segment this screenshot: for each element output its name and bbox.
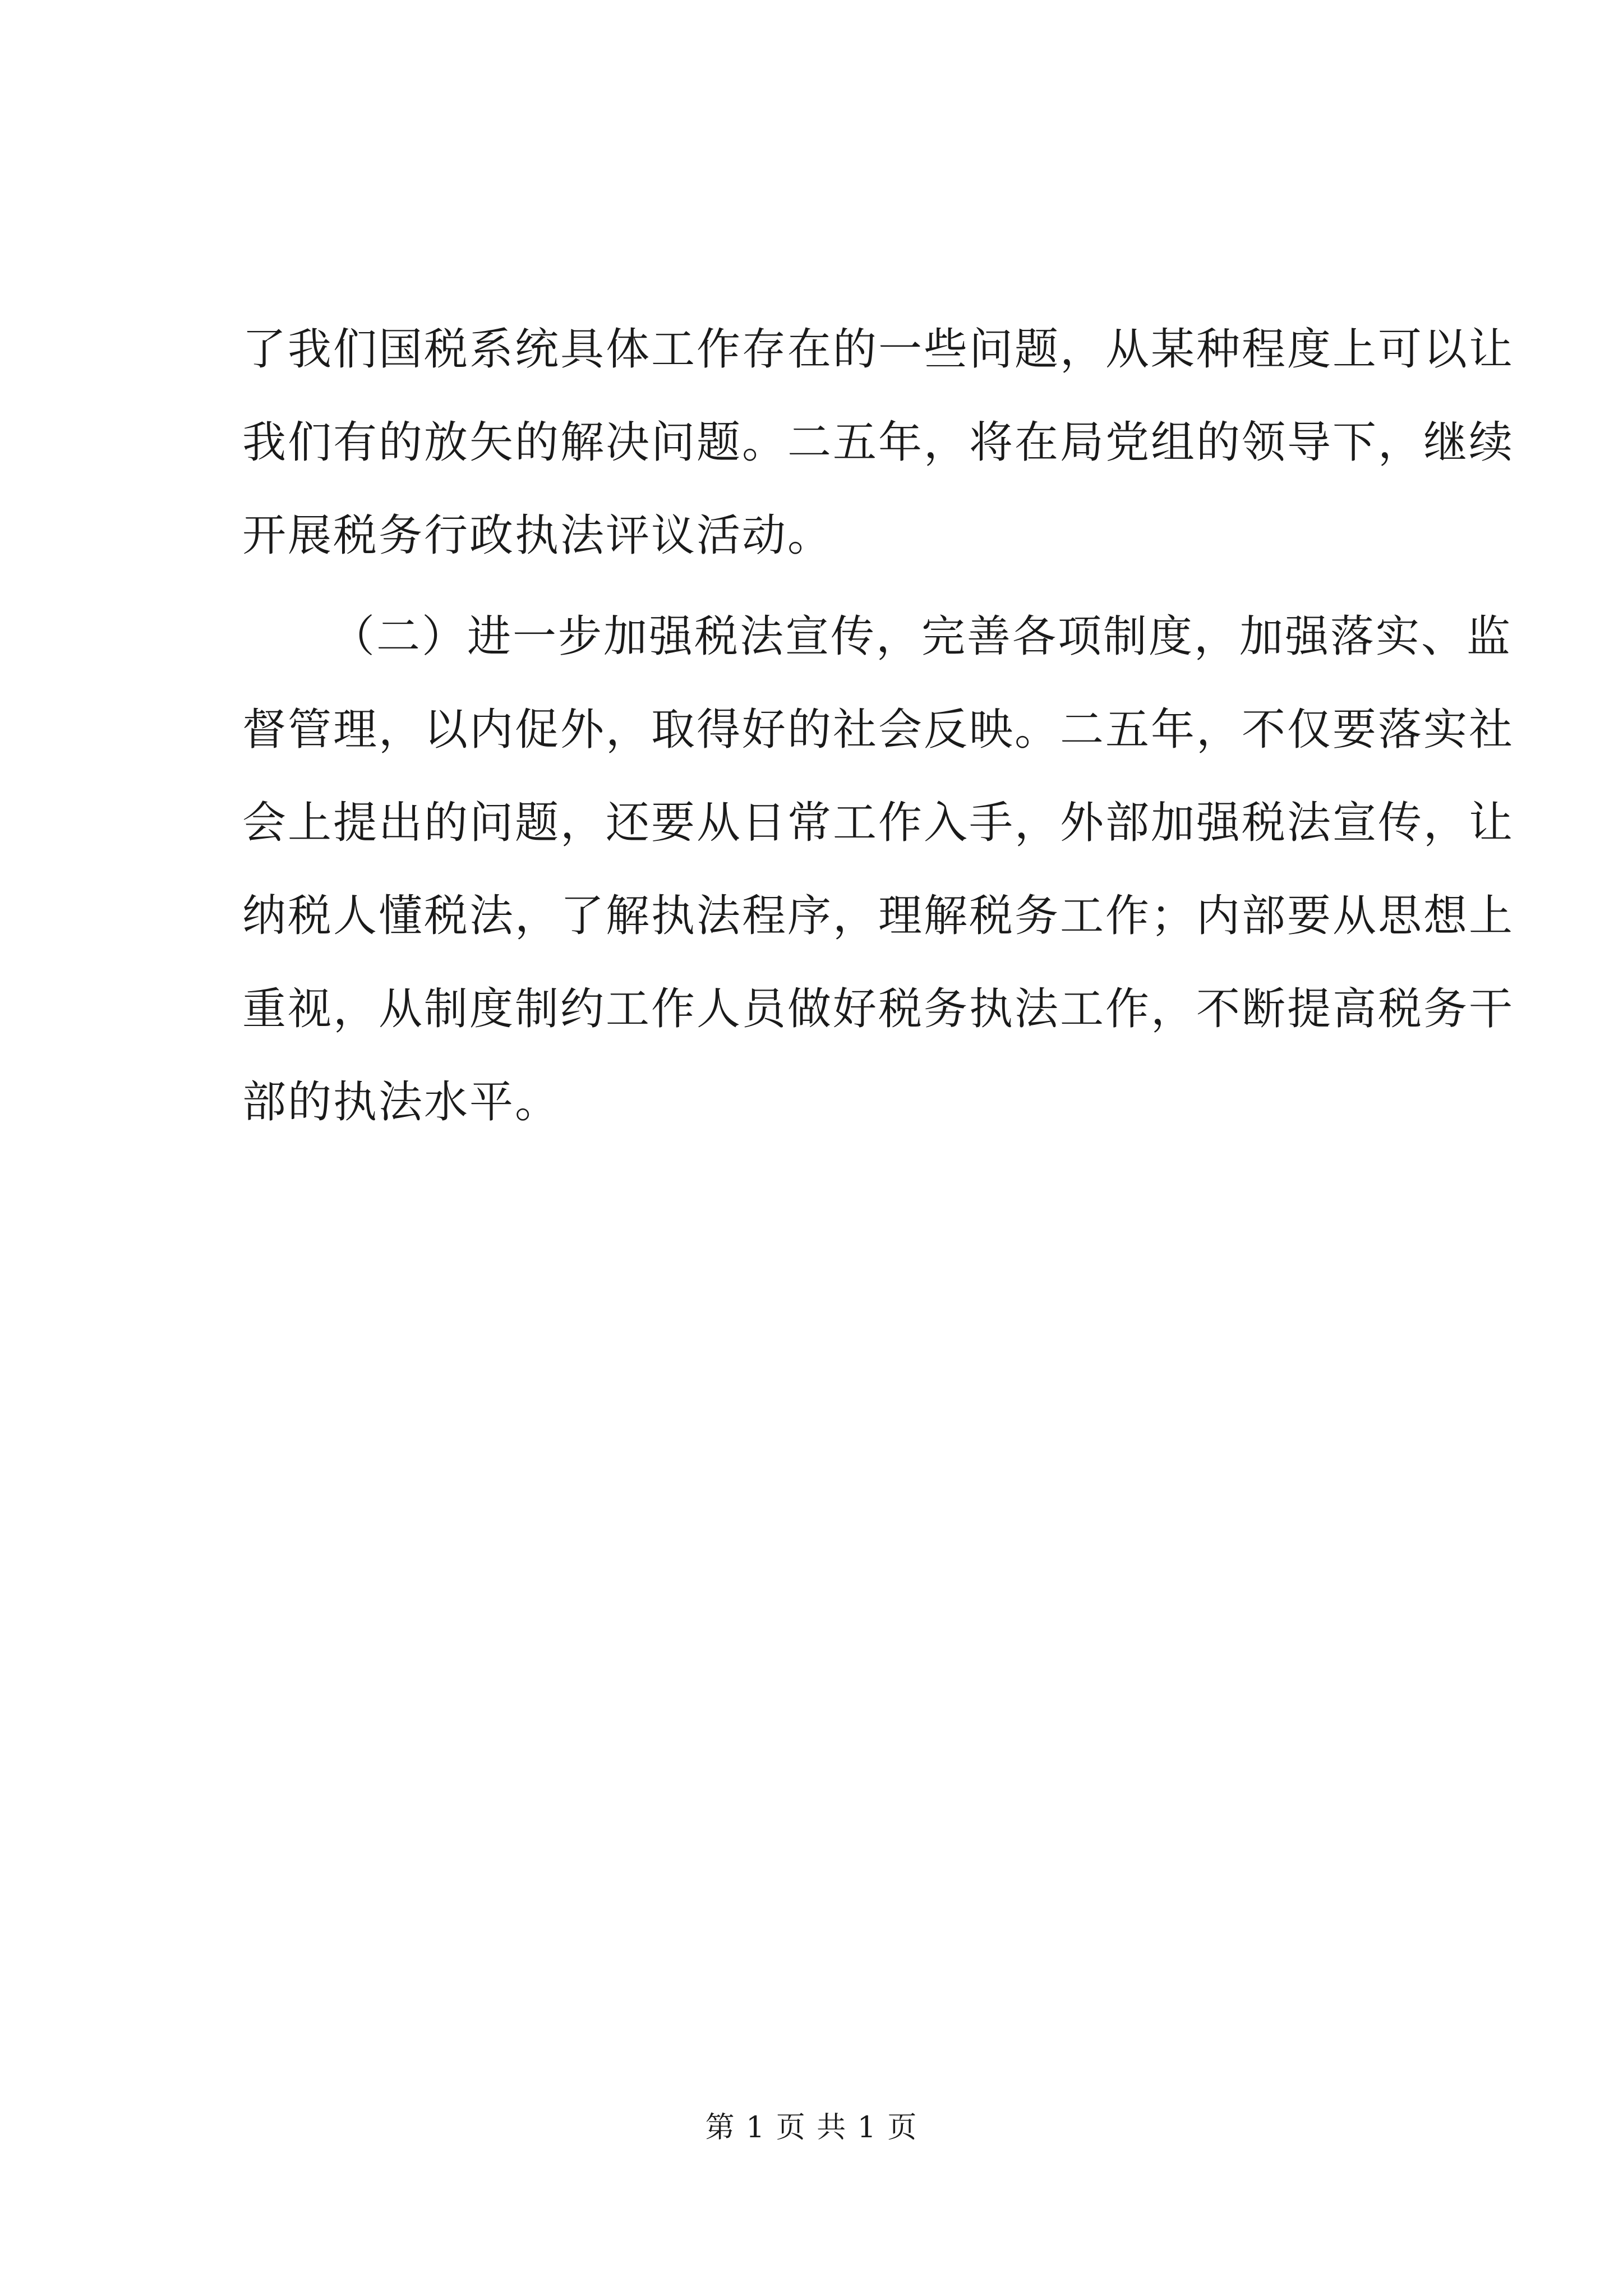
paragraph-line: 了我们国税系统具体工作存在的一些问题，从某种程度上可以让 (242, 324, 1515, 375)
page-footer: 第 1 页 共 1 页 (705, 2111, 918, 2145)
paragraph-line: 开展税务行政执法评议活动。 (242, 510, 833, 561)
paragraph-1 (242, 303, 1515, 582)
paragraph-line: （二）进一步加强税法宣传，完善各项制度，加强落实、监 (331, 611, 1513, 662)
paragraph-line: 我们有的放矢的解决问题。二五年，将在局党组的领导下，继续 (242, 417, 1515, 468)
paragraph-line: 部的执法水平。 (242, 1077, 561, 1128)
paragraph-line: 重视，从制度制约工作人员做好税务执法工作，不断提高税务干 (242, 984, 1515, 1034)
paragraph-line: 纳税人懂税法，了解执法程序，理解税务工作；内部要从思想上 (242, 891, 1515, 941)
paragraph-line: 督管理，以内促外，取得好的社会反映。二五年，不仅要落实社 (242, 705, 1515, 755)
paragraph-line: 会上提出的问题，还要从日常工作入手，外部加强税法宣传，让 (242, 798, 1515, 848)
document-body (242, 303, 1515, 1149)
paragraph-2 (242, 590, 1515, 1149)
